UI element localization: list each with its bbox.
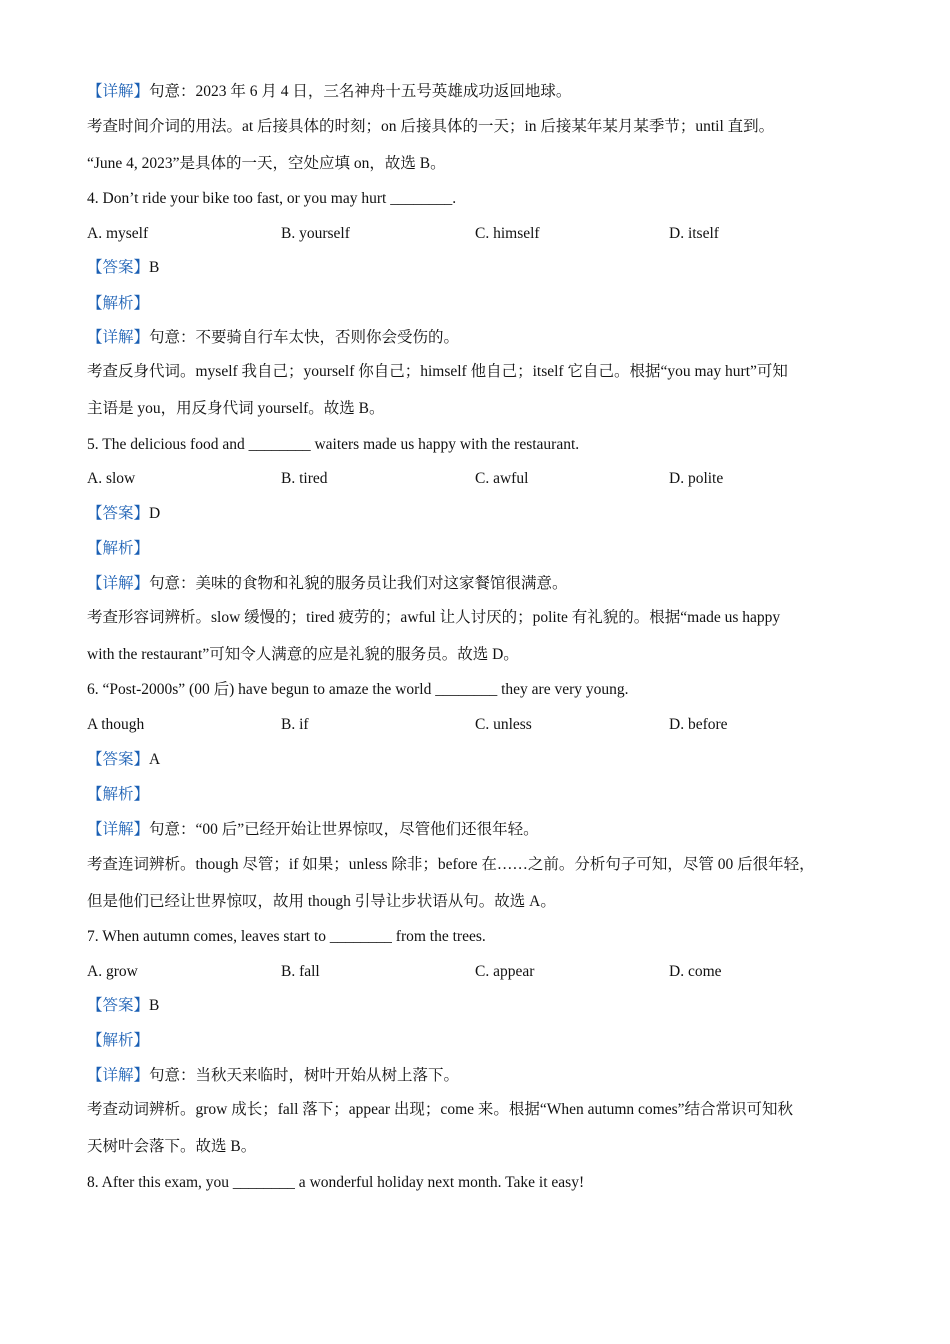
q6-analysis-line-2: 但是他们已经让世界惊叹，故用 though 引导让步状语从句。故选 A。	[87, 893, 556, 910]
answer-value: B	[149, 259, 160, 276]
q6-option-d: D. before	[669, 716, 728, 733]
q4-stem: 4. Don’t ride your bike too fast, or you may hurt ________.	[87, 190, 457, 207]
q4-analysis-line-1: 考查反身代词。myself 我自己；yourself 你自己；himself 他自己；itself 它自己。根据“you may hurt”可知	[87, 363, 788, 380]
jiexi-tag: 【解析】	[87, 786, 150, 803]
q3-analysis-line-1: 考查时间介词的用法。at 后接具体的时刻；on 后接具体的一天；in 后接某年某月某季节；until 直到。	[87, 118, 775, 135]
q3-detail	[87, 82, 571, 102]
answer-tag: 【答案】	[87, 505, 150, 522]
detail-text: 句意：2023 年 6 月 4 日，三名神舟十五号英雄成功返回地球。	[149, 83, 572, 100]
answer-value: A	[149, 751, 161, 768]
q6-option-b: B. if	[281, 716, 309, 733]
q4-option-a: A. myself	[87, 225, 149, 242]
detail-text: 句意：当秋天来临时，树叶开始从树上落下。	[149, 1067, 460, 1084]
q6-analysis-line-1: 考查连词辨析。though 尽管；if 如果；unless 除非；before 在……之前。分析句子可知，尽管 00 后很年轻，	[87, 856, 815, 873]
q7-stem: 7. When autumn comes, leaves start to ________ from the trees.	[87, 928, 486, 945]
detail-text: 句意：不要骑自行车太快，否则你会受伤的。	[149, 329, 460, 346]
q5-analysis-line-1: 考查形容词辨析。slow 缓慢的；tired 疲劳的；awful 让人讨厌的；polite 有礼貌的。根据“made us happy	[87, 609, 781, 626]
q6-option-a: A though	[87, 716, 145, 733]
q4-detail	[87, 328, 459, 348]
q5-analysis-line-2: with the restaurant”可知令人满意的应是礼貌的服务员。故选 D。	[87, 646, 519, 663]
q8-stem: 8. After this exam, you ________ a wonderful holiday next month. Take it easy!	[87, 1174, 585, 1191]
detail-tag: 【详解】	[87, 575, 150, 592]
q7-option-b: B. fall	[281, 963, 320, 980]
q4-answer	[87, 258, 159, 278]
q5-option-c: C. awful	[475, 470, 529, 487]
q6-stem: 6. “Post-2000s” (00 后) have begun to amaze the world ________ they are very young.	[87, 681, 629, 698]
q7-detail	[87, 1066, 459, 1086]
q7-answer	[87, 996, 159, 1016]
q4-analysis-line-2: 主语是 you，用反身代词 yourself。故选 B。	[87, 400, 385, 417]
q7-analysis-line-1: 考查动词辨析。grow 成长；fall 落下；appear 出现；come 来。根据“When autumn comes”结合常识可知秋	[87, 1101, 793, 1118]
q4-option-b: B. yourself	[281, 225, 350, 242]
q7-jiexi	[87, 1031, 149, 1051]
answer-tag: 【答案】	[87, 259, 150, 276]
q5-detail	[87, 574, 568, 594]
q5-option-a: A. slow	[87, 470, 136, 487]
detail-tag: 【详解】	[87, 83, 150, 100]
answer-value: B	[149, 997, 160, 1014]
q6-detail	[87, 820, 539, 840]
q5-answer	[87, 504, 160, 524]
q5-stem: 5. The delicious food and ________ waiters made us happy with the restaurant.	[87, 436, 580, 453]
q6-jiexi	[87, 785, 149, 805]
answer-tag: 【答案】	[87, 751, 150, 768]
q7-option-a: A. grow	[87, 963, 138, 980]
answer-value: D	[149, 505, 161, 522]
q4-jiexi	[87, 294, 149, 314]
q4-option-c: C. himself	[475, 225, 540, 242]
q5-option-b: B. tired	[281, 470, 328, 487]
q6-option-c: C. unless	[475, 716, 532, 733]
q4-option-d: D. itself	[669, 225, 719, 242]
q7-option-d: D. come	[669, 963, 722, 980]
q7-option-c: C. appear	[475, 963, 535, 980]
detail-tag: 【详解】	[87, 1067, 150, 1084]
jiexi-tag: 【解析】	[87, 295, 150, 312]
detail-tag: 【详解】	[87, 821, 150, 838]
detail-text: 句意：美味的食物和礼貌的服务员让我们对这家餐馆很满意。	[149, 575, 568, 592]
q3-analysis-line-2: “June 4, 2023”是具体的一天，空处应填 on，故选 B。	[87, 155, 446, 172]
detail-tag: 【详解】	[87, 329, 150, 346]
q7-analysis-line-2: 天树叶会落下。故选 B。	[87, 1138, 257, 1155]
detail-text: 句意：“00 后”已经开始让世界惊叹，尽管他们还很年轻。	[149, 821, 539, 838]
q5-option-d: D. polite	[669, 470, 724, 487]
q5-jiexi	[87, 539, 149, 559]
jiexi-tag: 【解析】	[87, 1032, 150, 1049]
jiexi-tag: 【解析】	[87, 540, 150, 557]
answer-tag: 【答案】	[87, 997, 150, 1014]
q6-answer	[87, 750, 160, 770]
